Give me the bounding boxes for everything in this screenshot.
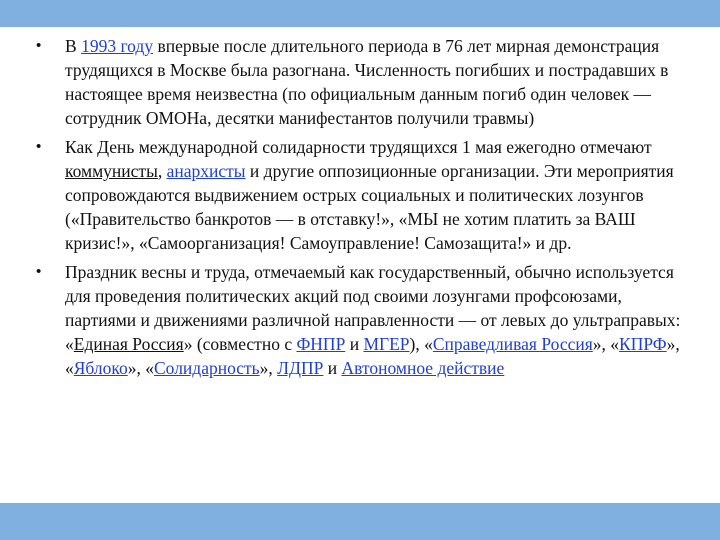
link-spravedlivaya-rossiya[interactable]: Справедливая Россия [432, 334, 593, 354]
text: » (совместно с [183, 334, 297, 354]
slide-content [36, 34, 684, 385]
text: впервые после длительного периода в 76 лет мирная демонстрация трудящихся в Москве была разогнана. Численность погибших и пострадавших в настоящее время неизвестна (по официальным данным погиб один человек — сотрудник ОМОНа, десятки манифестантов получили травмы) [65, 36, 669, 128]
link-autonomous-action[interactable]: Автономное действие [341, 358, 505, 378]
link-edinaya-rossiya[interactable]: Единая Россия [73, 334, 184, 354]
link-kprf[interactable]: КПРФ [619, 334, 667, 354]
text: », « [592, 334, 620, 354]
top-bar [0, 0, 720, 27]
bullet-icon: • [36, 37, 42, 54]
link-anarchists[interactable]: анархисты [166, 161, 246, 181]
list-item [36, 135, 684, 255]
link-ldpr[interactable]: ЛДПР [277, 358, 324, 378]
text: », « [65, 334, 680, 378]
text: и [323, 358, 342, 378]
link-communists[interactable]: коммунисты [65, 161, 158, 181]
link-mger[interactable]: МГЕР [363, 334, 410, 354]
text: , [157, 161, 167, 181]
text: В [65, 36, 82, 56]
link-yabloko[interactable]: Яблоко [73, 358, 128, 378]
list-item [36, 260, 684, 380]
text: и другие оппозиционные организации. Эти мероприятия сопровождаются выдвижением острых социальных и политических лозунгов («Правительство банкротов — в отставку!», «МЫ не хотим платить за ВАШ кризис!», «Самоорганизация! Самоуправление! Самозащита!» и др. [65, 161, 674, 253]
text: », « [127, 358, 154, 378]
link-solidarnost[interactable]: Солидарность [154, 358, 260, 378]
text: ), « [409, 334, 433, 354]
bullet-icon: • [36, 263, 42, 280]
bullet-icon: • [36, 138, 42, 155]
link-fnpr[interactable]: ФНПР [296, 334, 346, 354]
bottom-bar [0, 503, 720, 540]
text: Праздник весны и труда, отмечаемый как государственный, обычно используется для проведения политических акций под своими лозунгами профсоюзами, партиями и движениями различной направленности — от левых до ультраправых: « [65, 262, 681, 354]
list-item [36, 34, 684, 130]
text: и [345, 334, 364, 354]
text: Как День международной солидарности трудящихся 1 мая ежегодно отмечают [65, 137, 652, 157]
link-1993[interactable]: 1993 году [81, 36, 154, 56]
text: », [259, 358, 278, 378]
